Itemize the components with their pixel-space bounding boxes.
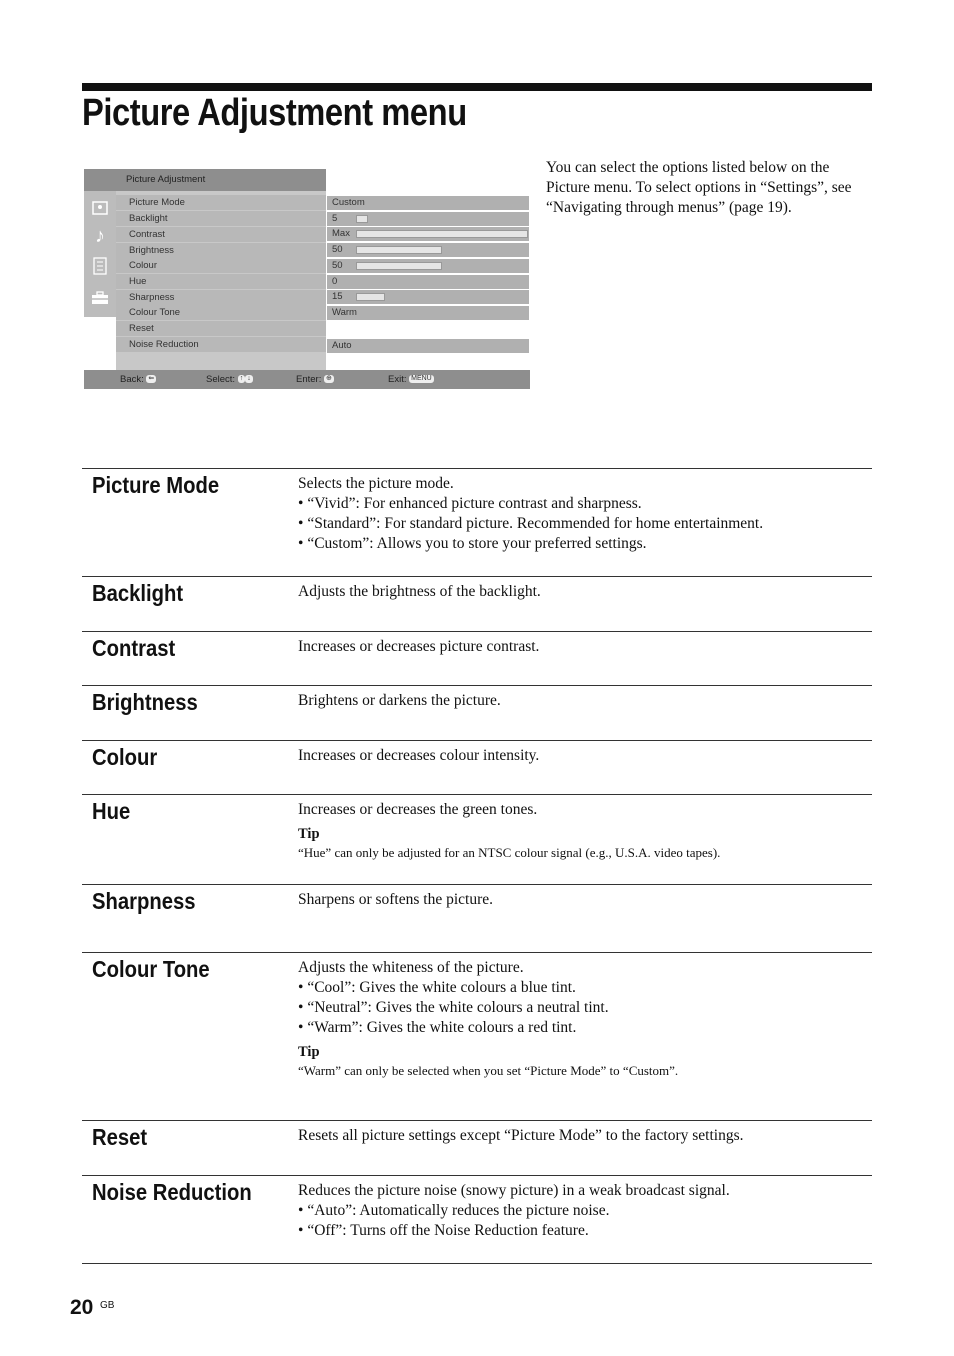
osd-back-hint [120,374,156,385]
row-divider [82,576,872,577]
osd-row [116,258,326,273]
osd-row-label: Contrast [129,229,165,240]
row-divider [82,740,872,741]
osd-value-cell [327,227,529,241]
description-line: Adjusts the whiteness of the picture. [298,959,524,976]
page-title: Picture Adjustment menu [82,92,467,134]
setting-description [298,800,868,861]
osd-value-cell [327,275,529,289]
osd-value-cell [327,212,529,226]
toolbox-icon [88,285,112,311]
table-bottom-rule [82,1263,872,1264]
setting-term: Colour Tone [92,956,210,982]
osd-level-bar [356,215,368,223]
osd-level-bar [356,246,442,254]
setting-term: Reset [92,1124,148,1150]
description-line: Brightens or darkens the picture. [298,692,501,709]
setting-description [298,691,868,711]
osd-value-cell [327,306,529,320]
setting-description [298,746,868,766]
setting-description [298,1126,868,1146]
bullet-item: • “Standard”: For standard picture. Recommended for home entertainment. [298,515,764,532]
bullet-text: “Vivid”: For enhanced picture contrast and sharpness. [307,495,642,512]
osd-level-bar [356,293,385,301]
osd-row [116,195,326,210]
setting-term: Contrast [92,635,176,661]
osd-sidebar [84,191,116,317]
tip-text: “Warm” can only be selected when you set “Picture Mode” to “Custom”. [298,1063,679,1078]
osd-value-cell [327,339,529,353]
osd-row-label: Brightness [129,245,174,256]
setting-term: Picture Mode [92,472,220,498]
bullet-text: “Off”: Turns off the Noise Reduction feature. [307,1222,589,1239]
setting-description [298,474,868,554]
row-divider [82,884,872,885]
tip-text: “Hue” can only be adjusted for an NTSC colour signal (e.g., U.S.A. video tapes). [298,845,721,860]
osd-row [116,211,326,226]
osd-row [116,337,326,352]
osd-level-bar [356,230,528,238]
osd-footer [84,370,530,389]
down-arrow-icon: ↓ [247,375,251,383]
osd-value-text: Warm [332,307,357,318]
osd-row-label: Backlight [129,213,168,224]
bullet-item: • “Off”: Turns off the Noise Reduction feature. [298,1222,589,1239]
setting-term: Sharpness [92,888,196,914]
description-line: Reduces the picture noise (snowy picture) in a weak broadcast signal. [298,1182,730,1199]
back-arrow-icon: ⇐ [148,375,155,383]
picture-icon [88,195,112,221]
page-suffix: GB [100,1300,115,1311]
setting-description [298,958,868,1079]
description-line: Increases or decreases picture contrast. [298,638,540,655]
osd-value-cell [327,196,529,210]
description-line: Sharpens or softens the picture. [298,891,493,908]
setting-term: Backlight [92,580,184,606]
bullet-item: • “Auto”: Automatically reduces the picture noise. [298,1202,610,1219]
row-divider [82,631,872,632]
osd-enter-label: Enter: [296,374,322,385]
osd-value-cell [327,290,529,304]
osd-value-cell [327,259,529,273]
osd-exit-hint [388,374,434,385]
music-note-icon: ♪ [95,224,105,247]
osd-select-label: Select: [206,374,236,385]
osd-row-label: Reset [129,323,154,334]
row-divider [82,685,872,686]
row-divider [82,794,872,795]
osd-select-hint [206,374,253,385]
osd-row-label: Hue [129,276,147,287]
osd-enter-hint [296,374,334,385]
osd-value-text: 50 [332,260,343,271]
description-line: Selects the picture mode. [298,475,454,492]
osd-value-text: Custom [332,197,365,208]
bullet-item: • “Vivid”: For enhanced picture contrast and sharpness. [298,495,642,512]
osd-value-text: 0 [332,276,338,287]
osd-value-text: Auto [332,340,352,351]
checklist-icon [88,253,112,279]
setting-description [298,637,868,657]
osd-value-text: 15 [332,291,343,302]
title-rule [82,83,872,91]
row-divider [82,952,872,953]
setting-description [298,582,868,602]
setting-term: Colour [92,744,158,770]
osd-row [116,243,326,258]
description-line: Adjusts the brightness of the backlight. [298,583,541,600]
osd-value-text: 5 [332,213,338,224]
osd-value-text: Max [332,228,350,239]
bullet-text: “Neutral”: Gives the white colours a neutral tint. [307,999,609,1016]
bullet-text: “Auto”: Automatically reduces the picture noise. [307,1202,610,1219]
osd-row-label: Colour [129,260,157,271]
bullet-text: “Cool”: Gives the white colours a blue tint. [307,979,576,996]
osd-value-cell [327,243,529,257]
osd-row-label: Noise Reduction [129,339,199,350]
up-arrow-icon: ↑ [239,375,244,383]
menu-key-icon: MENU [411,375,432,383]
page-number: 20 [70,1296,94,1319]
osd-item-list [116,191,326,370]
osd-level-bar [356,262,442,270]
osd-row [116,290,326,305]
description-line: Resets all picture settings except “Picture Mode” to the factory settings. [298,1127,744,1144]
setting-term: Brightness [92,689,198,715]
bullet-text: “Custom”: Allows you to store your preferred settings. [307,535,647,552]
row-divider [82,468,872,469]
setting-description [298,890,868,910]
osd-back-label: Back: [120,374,144,385]
description-line: Increases or decreases the green tones. [298,801,538,818]
row-divider [82,1120,872,1121]
bullet-text: “Standard”: For standard picture. Recommended for home entertainment. [307,515,764,532]
setting-term: Noise Reduction [92,1179,252,1205]
tip-label: Tip [298,826,320,842]
osd-row [116,274,326,289]
osd-header-label: Picture Adjustment [126,174,206,185]
intro-text: You can select the options listed below on the Picture menu. To select options in “Settings”, see “Navigating through menus” (page 19). [546,159,852,216]
osd-exit-label: Exit: [388,374,407,385]
osd-row [116,227,326,242]
bullet-item: • “Cool”: Gives the white colours a blue tint. [298,979,576,996]
bullet-item: • “Custom”: Allows you to store your preferred settings. [298,535,647,552]
enter-key-icon: ⊕ [326,375,332,383]
osd-menu-illustration [84,169,530,389]
bullet-text: “Warm”: Gives the white colours a red tint. [307,1019,577,1036]
description-line: Increases or decreases colour intensity. [298,747,540,764]
osd-row [116,321,326,336]
tip-label: Tip [298,1044,320,1060]
osd-row [116,305,326,320]
bullet-item: • “Neutral”: Gives the white colours a neutral tint. [298,999,609,1016]
osd-row-label: Picture Mode [129,197,185,208]
bullet-item: • “Warm”: Gives the white colours a red tint. [298,1019,577,1036]
row-divider [82,1175,872,1176]
osd-header [84,169,326,191]
osd-value-text: 50 [332,244,343,255]
osd-row-label: Colour Tone [129,307,181,318]
setting-description [298,1181,868,1241]
osd-row-label: Sharpness [129,292,175,303]
setting-term: Hue [92,798,131,824]
